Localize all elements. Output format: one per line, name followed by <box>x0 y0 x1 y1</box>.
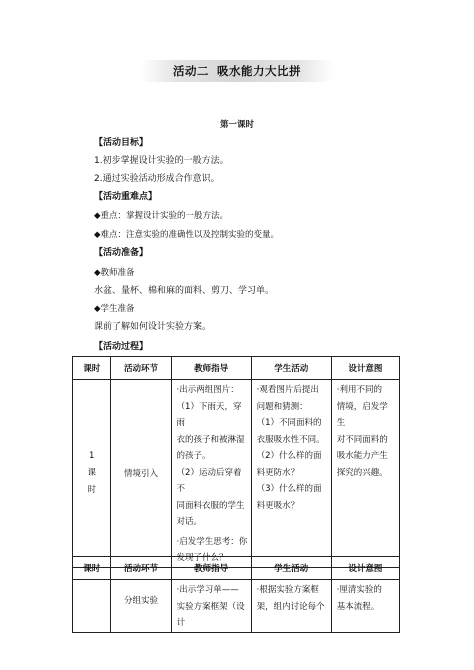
teacher-line: ·出示学习单—— <box>176 585 239 595</box>
teacher-cell <box>171 580 251 633</box>
keypoints-heading: 【活动重难点】 <box>94 192 158 202</box>
student-line: ·观看图片后提出 <box>256 385 319 395</box>
prep-teacher-label: ◆教师准备 <box>94 268 135 278</box>
student-cell <box>251 380 331 568</box>
process-table-2 <box>72 556 400 633</box>
teacher-line: 发现了什么？ <box>176 553 228 563</box>
intent-cell <box>331 380 399 568</box>
goal-item-2: 2.通过实验活动形成合作意识。 <box>94 174 220 184</box>
student-line: 衣服吸水性不同。 <box>256 434 325 445</box>
prep-teacher-items: 水盆、量杯、棉和麻的面料、剪刀、学习单。 <box>94 286 275 296</box>
page-title <box>141 60 333 82</box>
goal-item-1: 1.初步掌握设计实验的一般方法。 <box>94 156 229 166</box>
teacher-line: 实验方案框架（设计 <box>176 601 245 628</box>
intent-line: ·厘清实验的 <box>336 585 382 595</box>
teacher-line: ·启发学生思考：你 <box>176 536 248 547</box>
student-line: 架，组内讨论每个 <box>256 601 325 612</box>
prep-heading: 【活动准备】 <box>94 248 149 258</box>
header-intent: 设计意图 <box>331 557 399 580</box>
intent-line: 探究的兴趣。 <box>336 467 388 478</box>
student-line: 料更吸水？ <box>256 500 300 511</box>
process-table-1 <box>72 356 400 568</box>
student-line: 问题和猜测： <box>256 401 308 412</box>
teacher-line: 衣的孩子和被淋湿 <box>176 434 245 445</box>
table-row <box>73 380 400 568</box>
header-stage: 活动环节 <box>111 557 171 580</box>
intent-line: ·利用不同的 <box>336 385 382 395</box>
period-cell <box>73 580 111 633</box>
period-line: 时 <box>87 484 96 495</box>
period-cell <box>73 380 111 568</box>
prep-student-items: 课前了解如何设计实验方案。 <box>94 322 212 332</box>
student-line: （2）什么样的面 <box>256 451 322 461</box>
student-line: （1）不同面料的 <box>256 418 322 428</box>
teacher-line: 的孩子。 <box>176 451 211 461</box>
teacher-line: 同面料衣服的学生 <box>176 500 245 511</box>
period-line: 课 <box>87 467 96 478</box>
keypoint-focus: ◆重点：掌握设计实验的一般方法。 <box>94 211 229 221</box>
intent-line: 情境，启发学生 <box>336 401 388 428</box>
student-line: ·根据实验方案框 <box>256 585 319 595</box>
header-teacher: 教师指导 <box>171 557 251 580</box>
title-activity-name: 吸水能力大比拼 <box>217 64 301 78</box>
table-header-row <box>73 557 400 580</box>
prep-student-label: ◆学生准备 <box>94 304 135 314</box>
teacher-line: 对话。 <box>176 517 203 527</box>
keypoint-difficulty: ◆难点：注意实验的准确性以及控制实验的变量。 <box>94 230 280 240</box>
period-line: 1 <box>89 450 95 461</box>
header-intent: 设计意图 <box>331 357 399 380</box>
teacher-line: （1）下雨天，穿雨 <box>176 401 242 428</box>
header-student: 学生活动 <box>251 357 331 380</box>
table-header-row <box>73 357 400 380</box>
teacher-line: ·出示两组图片： <box>176 385 239 395</box>
intent-line: 吸水能力产生 <box>336 451 388 461</box>
intent-line: 对不同面料的 <box>336 434 388 445</box>
student-line: 料更防水？ <box>256 467 300 478</box>
goals-heading: 【活动目标】 <box>94 138 149 148</box>
header-period: 课时 <box>73 357 111 380</box>
intent-cell <box>331 580 399 633</box>
student-cell <box>251 580 331 633</box>
title-activity-number: 活动二 <box>173 64 209 78</box>
intent-line: 基本流程。 <box>336 601 380 612</box>
header-stage: 活动环节 <box>111 357 171 380</box>
stage-cell: 情境引入 <box>111 380 171 568</box>
student-line: （3）什么样的面 <box>256 484 322 494</box>
teacher-line: （2）运动后穿着不 <box>176 467 242 494</box>
process-heading: 【活动过程】 <box>94 342 149 352</box>
teacher-cell <box>171 380 251 568</box>
header-student: 学生活动 <box>251 557 331 580</box>
lesson-label: 第一课时 <box>219 120 254 130</box>
header-teacher: 教师指导 <box>171 357 251 380</box>
header-period: 课时 <box>73 557 111 580</box>
stage-cell: 分组实验 <box>111 580 171 633</box>
table-row <box>73 580 400 633</box>
